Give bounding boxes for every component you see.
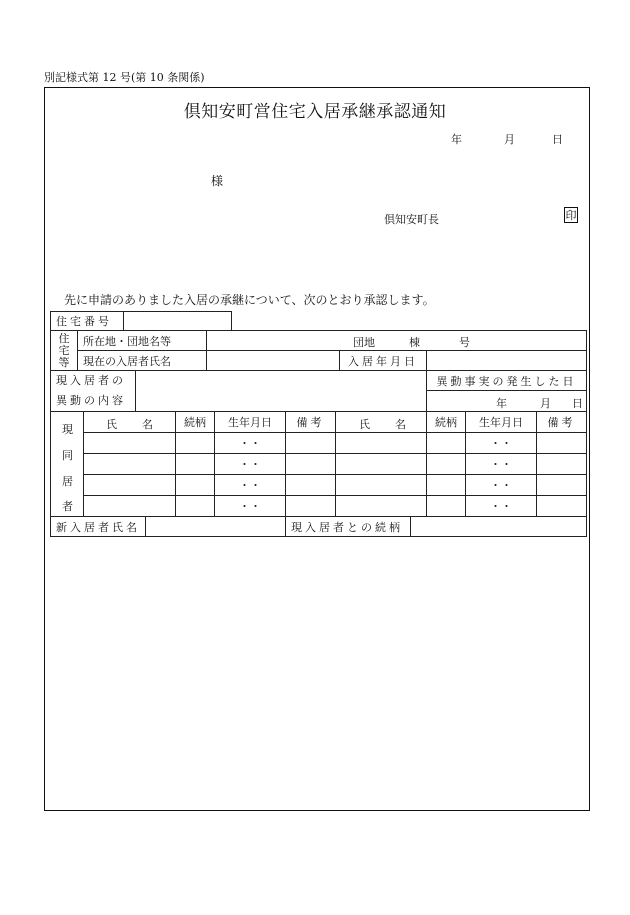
- cohabitant-relation-field[interactable]: [175, 432, 215, 454]
- cohabitant-birth-field[interactable]: [465, 432, 537, 454]
- date-year-label: 年: [451, 133, 462, 146]
- move-in-date-field[interactable]: [426, 350, 587, 371]
- gou-label: 号: [459, 336, 470, 349]
- housing-number-field[interactable]: [123, 311, 232, 331]
- date-day-label: 日: [552, 133, 563, 146]
- addressee-suffix: 様: [211, 174, 224, 188]
- current-resident-name-field[interactable]: [206, 350, 340, 371]
- change-date-label: 異動事実の発生した日: [426, 370, 587, 391]
- cohabitant-note-field[interactable]: [285, 432, 336, 454]
- cohabitant-relation-field[interactable]: [175, 495, 215, 517]
- birth-dots: ・・: [490, 479, 512, 492]
- cohabitant-relation-field[interactable]: [426, 432, 466, 454]
- cohabitant-name-field[interactable]: [335, 474, 427, 496]
- cohabitant-birth-field[interactable]: [214, 474, 286, 496]
- cohabitant-name-field[interactable]: [83, 453, 176, 475]
- cohabitant-char-4: 者: [62, 500, 73, 513]
- cohabitant-name-field[interactable]: [83, 495, 176, 517]
- seal-mark: 印: [565, 209, 577, 222]
- move-in-date-label: 入居年月日: [339, 350, 427, 371]
- col-header-name-left: [83, 411, 176, 433]
- danchi-label: 団地: [353, 336, 375, 349]
- cohabitant-relation-field[interactable]: [426, 495, 466, 517]
- cohabitant-note-field[interactable]: [536, 432, 587, 454]
- housing-number-label: 住宅番号: [50, 311, 124, 331]
- cohabitant-birth-field[interactable]: [214, 453, 286, 475]
- cohabitant-note-field[interactable]: [285, 453, 336, 475]
- cohabitant-note-field[interactable]: [536, 474, 587, 496]
- change-date-day: 日: [572, 397, 583, 410]
- housing-etc-label: [50, 330, 78, 371]
- birth-dots: ・・: [239, 437, 261, 450]
- cohabitant-char-1: 現: [62, 423, 73, 436]
- change-label-line-1: 現入居者の: [56, 374, 126, 387]
- change-label-line-2: 異動の内容: [56, 394, 126, 407]
- location-label: 所在地・団地名等: [77, 330, 207, 351]
- cohabitant-name-field[interactable]: [335, 453, 427, 475]
- change-date-year: 年: [496, 397, 507, 410]
- birth-dots: ・・: [239, 458, 261, 471]
- cohabitant-birth-field[interactable]: [465, 474, 537, 496]
- col-header-birth-right: 生年月日: [465, 411, 537, 433]
- col-header-note-left: 備考: [285, 411, 336, 433]
- cohabitant-note-field[interactable]: [536, 453, 587, 475]
- cohabitant-birth-field[interactable]: [465, 453, 537, 475]
- form-reference: 別記様式第 12 号(第 10 条関係): [44, 71, 205, 84]
- page-title: 倶知安町営住宅入居承継承認通知: [183, 102, 447, 122]
- cohabitant-label: [50, 411, 84, 517]
- col-name-char-a: 氏: [106, 418, 117, 431]
- relation-to-current-field[interactable]: [410, 516, 587, 537]
- col-header-name-right: [335, 411, 427, 433]
- change-content-field[interactable]: [135, 370, 427, 412]
- cohabitant-note-field[interactable]: [285, 474, 336, 496]
- cohabitant-note-field[interactable]: [285, 495, 336, 517]
- birth-dots: ・・: [239, 479, 261, 492]
- current-resident-name-label: 現在の入居者氏名: [77, 350, 207, 371]
- birth-dots: ・・: [490, 437, 512, 450]
- date-month-label: 月: [504, 133, 515, 146]
- change-date-month: 月: [540, 397, 551, 410]
- col-header-relation-right: 続柄: [426, 411, 466, 433]
- birth-dots: ・・: [239, 500, 261, 513]
- cohabitant-name-field[interactable]: [335, 432, 427, 454]
- housing-etc-char-1: 住: [58, 331, 70, 345]
- col-header-relation-left: 続柄: [175, 411, 215, 433]
- cohabitant-name-field[interactable]: [83, 474, 176, 496]
- cohabitant-name-field[interactable]: [335, 495, 427, 517]
- cohabitant-name-field[interactable]: [83, 432, 176, 454]
- housing-etc-char-3: 等: [58, 355, 70, 369]
- change-date-field[interactable]: [426, 390, 587, 412]
- col-name-char-b: 名: [142, 418, 153, 431]
- cohabitant-relation-field[interactable]: [175, 453, 215, 475]
- cohabitant-birth-field[interactable]: [214, 495, 286, 517]
- location-field[interactable]: [206, 330, 587, 351]
- cohabitant-relation-field[interactable]: [175, 474, 215, 496]
- new-resident-name-field[interactable]: [145, 516, 286, 537]
- cohabitant-birth-field[interactable]: [465, 495, 537, 517]
- cohabitant-relation-field[interactable]: [426, 474, 466, 496]
- intro-text: 先に申請のありました入居の承継について、次のとおり承認します。: [64, 293, 435, 307]
- col-header-note-right: 備考: [536, 411, 587, 433]
- cohabitant-birth-field[interactable]: [214, 432, 286, 454]
- change-content-label: [50, 370, 136, 412]
- col-name-char-b-right: 名: [395, 418, 406, 431]
- col-header-birth-left: 生年月日: [214, 411, 286, 433]
- tou-label: 棟: [409, 336, 420, 349]
- birth-dots: ・・: [490, 458, 512, 471]
- new-resident-name-label: 新入居者氏名: [50, 516, 146, 537]
- cohabitant-char-2: 同: [62, 449, 73, 462]
- cohabitant-char-3: 居: [62, 475, 73, 488]
- issuer-name: 倶知安町長: [384, 213, 439, 226]
- cohabitant-note-field[interactable]: [536, 495, 587, 517]
- relation-to-current-label: 現入居者との続柄: [285, 516, 411, 537]
- cohabitant-relation-field[interactable]: [426, 453, 466, 475]
- col-name-char-a-right: 氏: [359, 418, 370, 431]
- housing-etc-char-2: 宅: [58, 343, 70, 357]
- birth-dots: ・・: [490, 500, 512, 513]
